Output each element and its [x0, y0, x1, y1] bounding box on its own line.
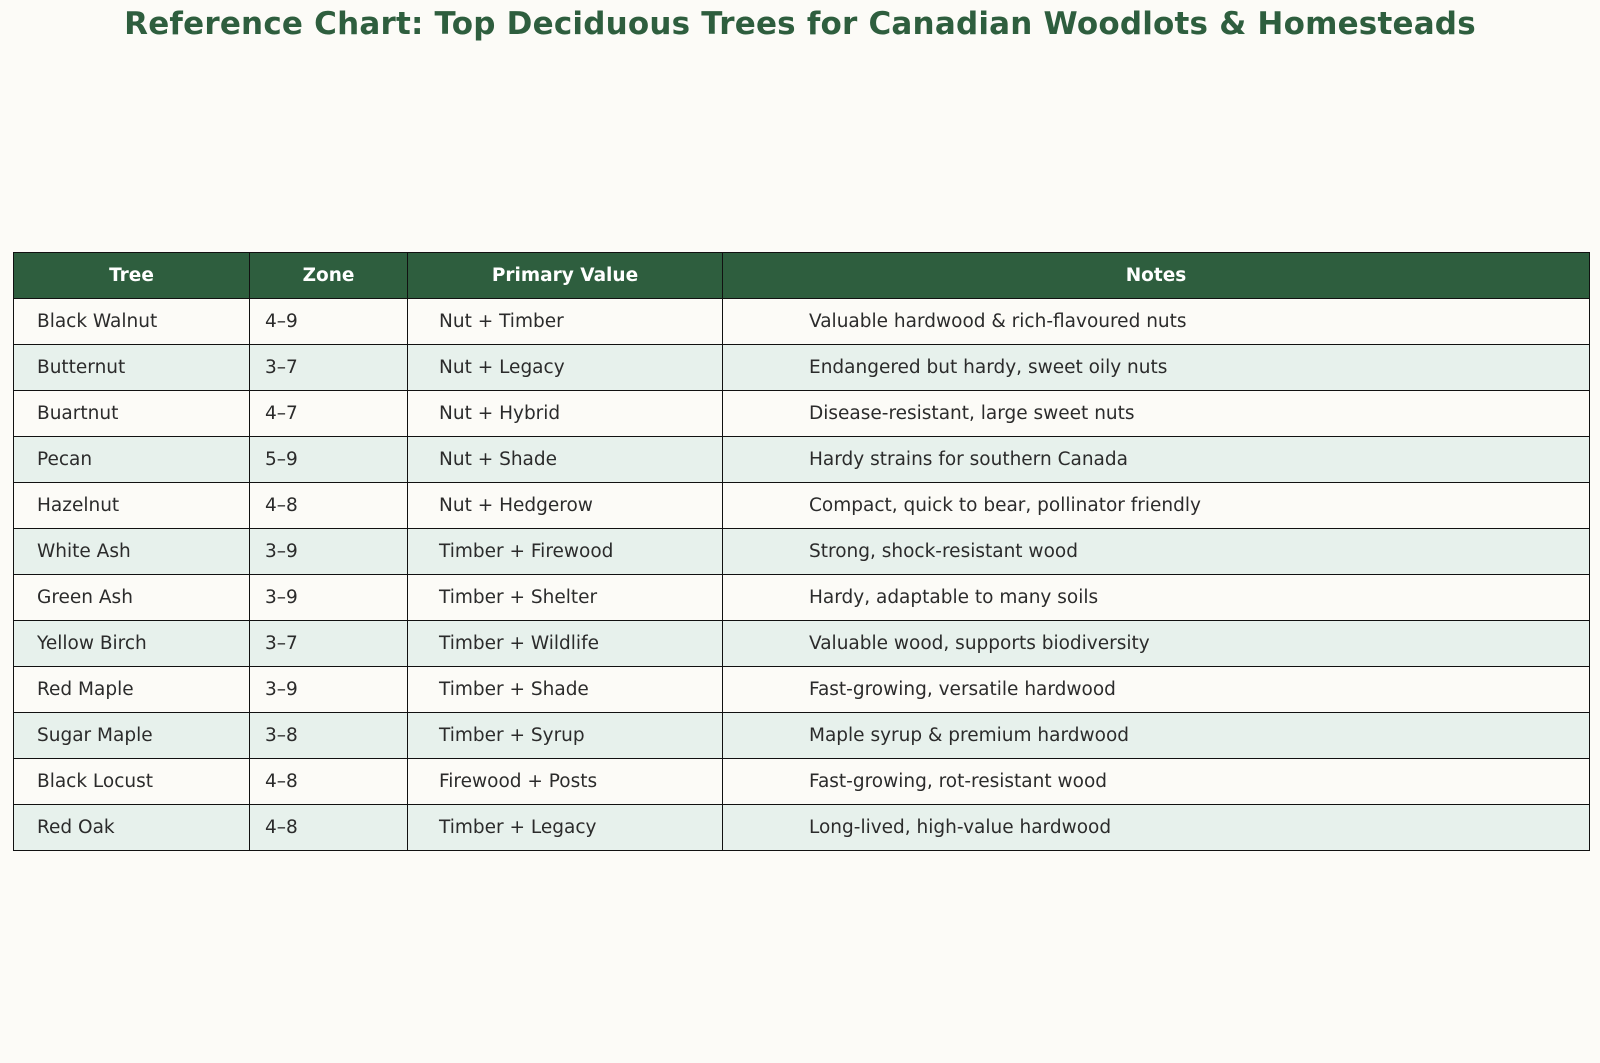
primary-value-cell: Timber + Legacy [408, 805, 723, 851]
reference-table [13, 252, 1590, 851]
table-row [14, 713, 1590, 759]
tree-cell: Red Oak [14, 805, 250, 851]
table-row [14, 345, 1590, 391]
table-row [14, 437, 1590, 483]
tree-cell: Buartnut [14, 391, 250, 437]
notes-cell: Hardy, adaptable to many soils [723, 575, 1590, 621]
notes-cell: Disease-resistant, large sweet nuts [723, 391, 1590, 437]
primary-value-cell: Timber + Shade [408, 667, 723, 713]
primary-value-cell: Timber + Syrup [408, 713, 723, 759]
notes-cell: Valuable hardwood & rich-flavoured nuts [723, 299, 1590, 345]
column-header-zone: Zone [250, 253, 408, 299]
zone-cell: 4–8 [250, 483, 408, 529]
tree-cell: Yellow Birch [14, 621, 250, 667]
notes-cell: Strong, shock-resistant wood [723, 529, 1590, 575]
primary-value-cell: Timber + Wildlife [408, 621, 723, 667]
zone-cell: 3–7 [250, 345, 408, 391]
primary-value-cell: Nut + Legacy [408, 345, 723, 391]
tree-cell: Red Maple [14, 667, 250, 713]
column-header-notes: Notes [723, 253, 1590, 299]
notes-cell: Endangered but hardy, sweet oily nuts [723, 345, 1590, 391]
zone-cell: 3–9 [250, 529, 408, 575]
primary-value-cell: Nut + Timber [408, 299, 723, 345]
table-row [14, 621, 1590, 667]
table-row [14, 483, 1590, 529]
tree-cell: Butternut [14, 345, 250, 391]
primary-value-cell: Nut + Hybrid [408, 391, 723, 437]
tree-cell: Pecan [14, 437, 250, 483]
table-row [14, 299, 1590, 345]
notes-cell: Fast-growing, versatile hardwood [723, 667, 1590, 713]
primary-value-cell: Nut + Hedgerow [408, 483, 723, 529]
column-header-tree: Tree [14, 253, 250, 299]
zone-cell: 4–9 [250, 299, 408, 345]
table-body [14, 299, 1590, 851]
notes-cell: Hardy strains for southern Canada [723, 437, 1590, 483]
primary-value-cell: Timber + Shelter [408, 575, 723, 621]
table-row [14, 575, 1590, 621]
tree-cell: Sugar Maple [14, 713, 250, 759]
zone-cell: 3–9 [250, 667, 408, 713]
column-header-primary-value: Primary Value [408, 253, 723, 299]
notes-cell: Fast-growing, rot-resistant wood [723, 759, 1590, 805]
zone-cell: 3–9 [250, 575, 408, 621]
zone-cell: 4–8 [250, 759, 408, 805]
primary-value-cell: Nut + Shade [408, 437, 723, 483]
tree-cell: Hazelnut [14, 483, 250, 529]
table-row [14, 667, 1590, 713]
tree-cell: White Ash [14, 529, 250, 575]
notes-cell: Compact, quick to bear, pollinator friendly [723, 483, 1590, 529]
primary-value-cell: Firewood + Posts [408, 759, 723, 805]
table-row [14, 529, 1590, 575]
tree-cell: Black Locust [14, 759, 250, 805]
zone-cell: 3–7 [250, 621, 408, 667]
tree-cell: Green Ash [14, 575, 250, 621]
table-header-row [14, 253, 1590, 299]
zone-cell: 5–9 [250, 437, 408, 483]
zone-cell: 4–7 [250, 391, 408, 437]
zone-cell: 4–8 [250, 805, 408, 851]
table-row [14, 391, 1590, 437]
table-row [14, 759, 1590, 805]
zone-cell: 3–8 [250, 713, 408, 759]
table-row [14, 805, 1590, 851]
tree-cell: Black Walnut [14, 299, 250, 345]
notes-cell: Long-lived, high-value hardwood [723, 805, 1590, 851]
primary-value-cell: Timber + Firewood [408, 529, 723, 575]
chart-title: Reference Chart: Top Deciduous Trees for Canadian Woodlots & Homesteads [124, 6, 1476, 42]
notes-cell: Valuable wood, supports biodiversity [723, 621, 1590, 667]
notes-cell: Maple syrup & premium hardwood [723, 713, 1590, 759]
